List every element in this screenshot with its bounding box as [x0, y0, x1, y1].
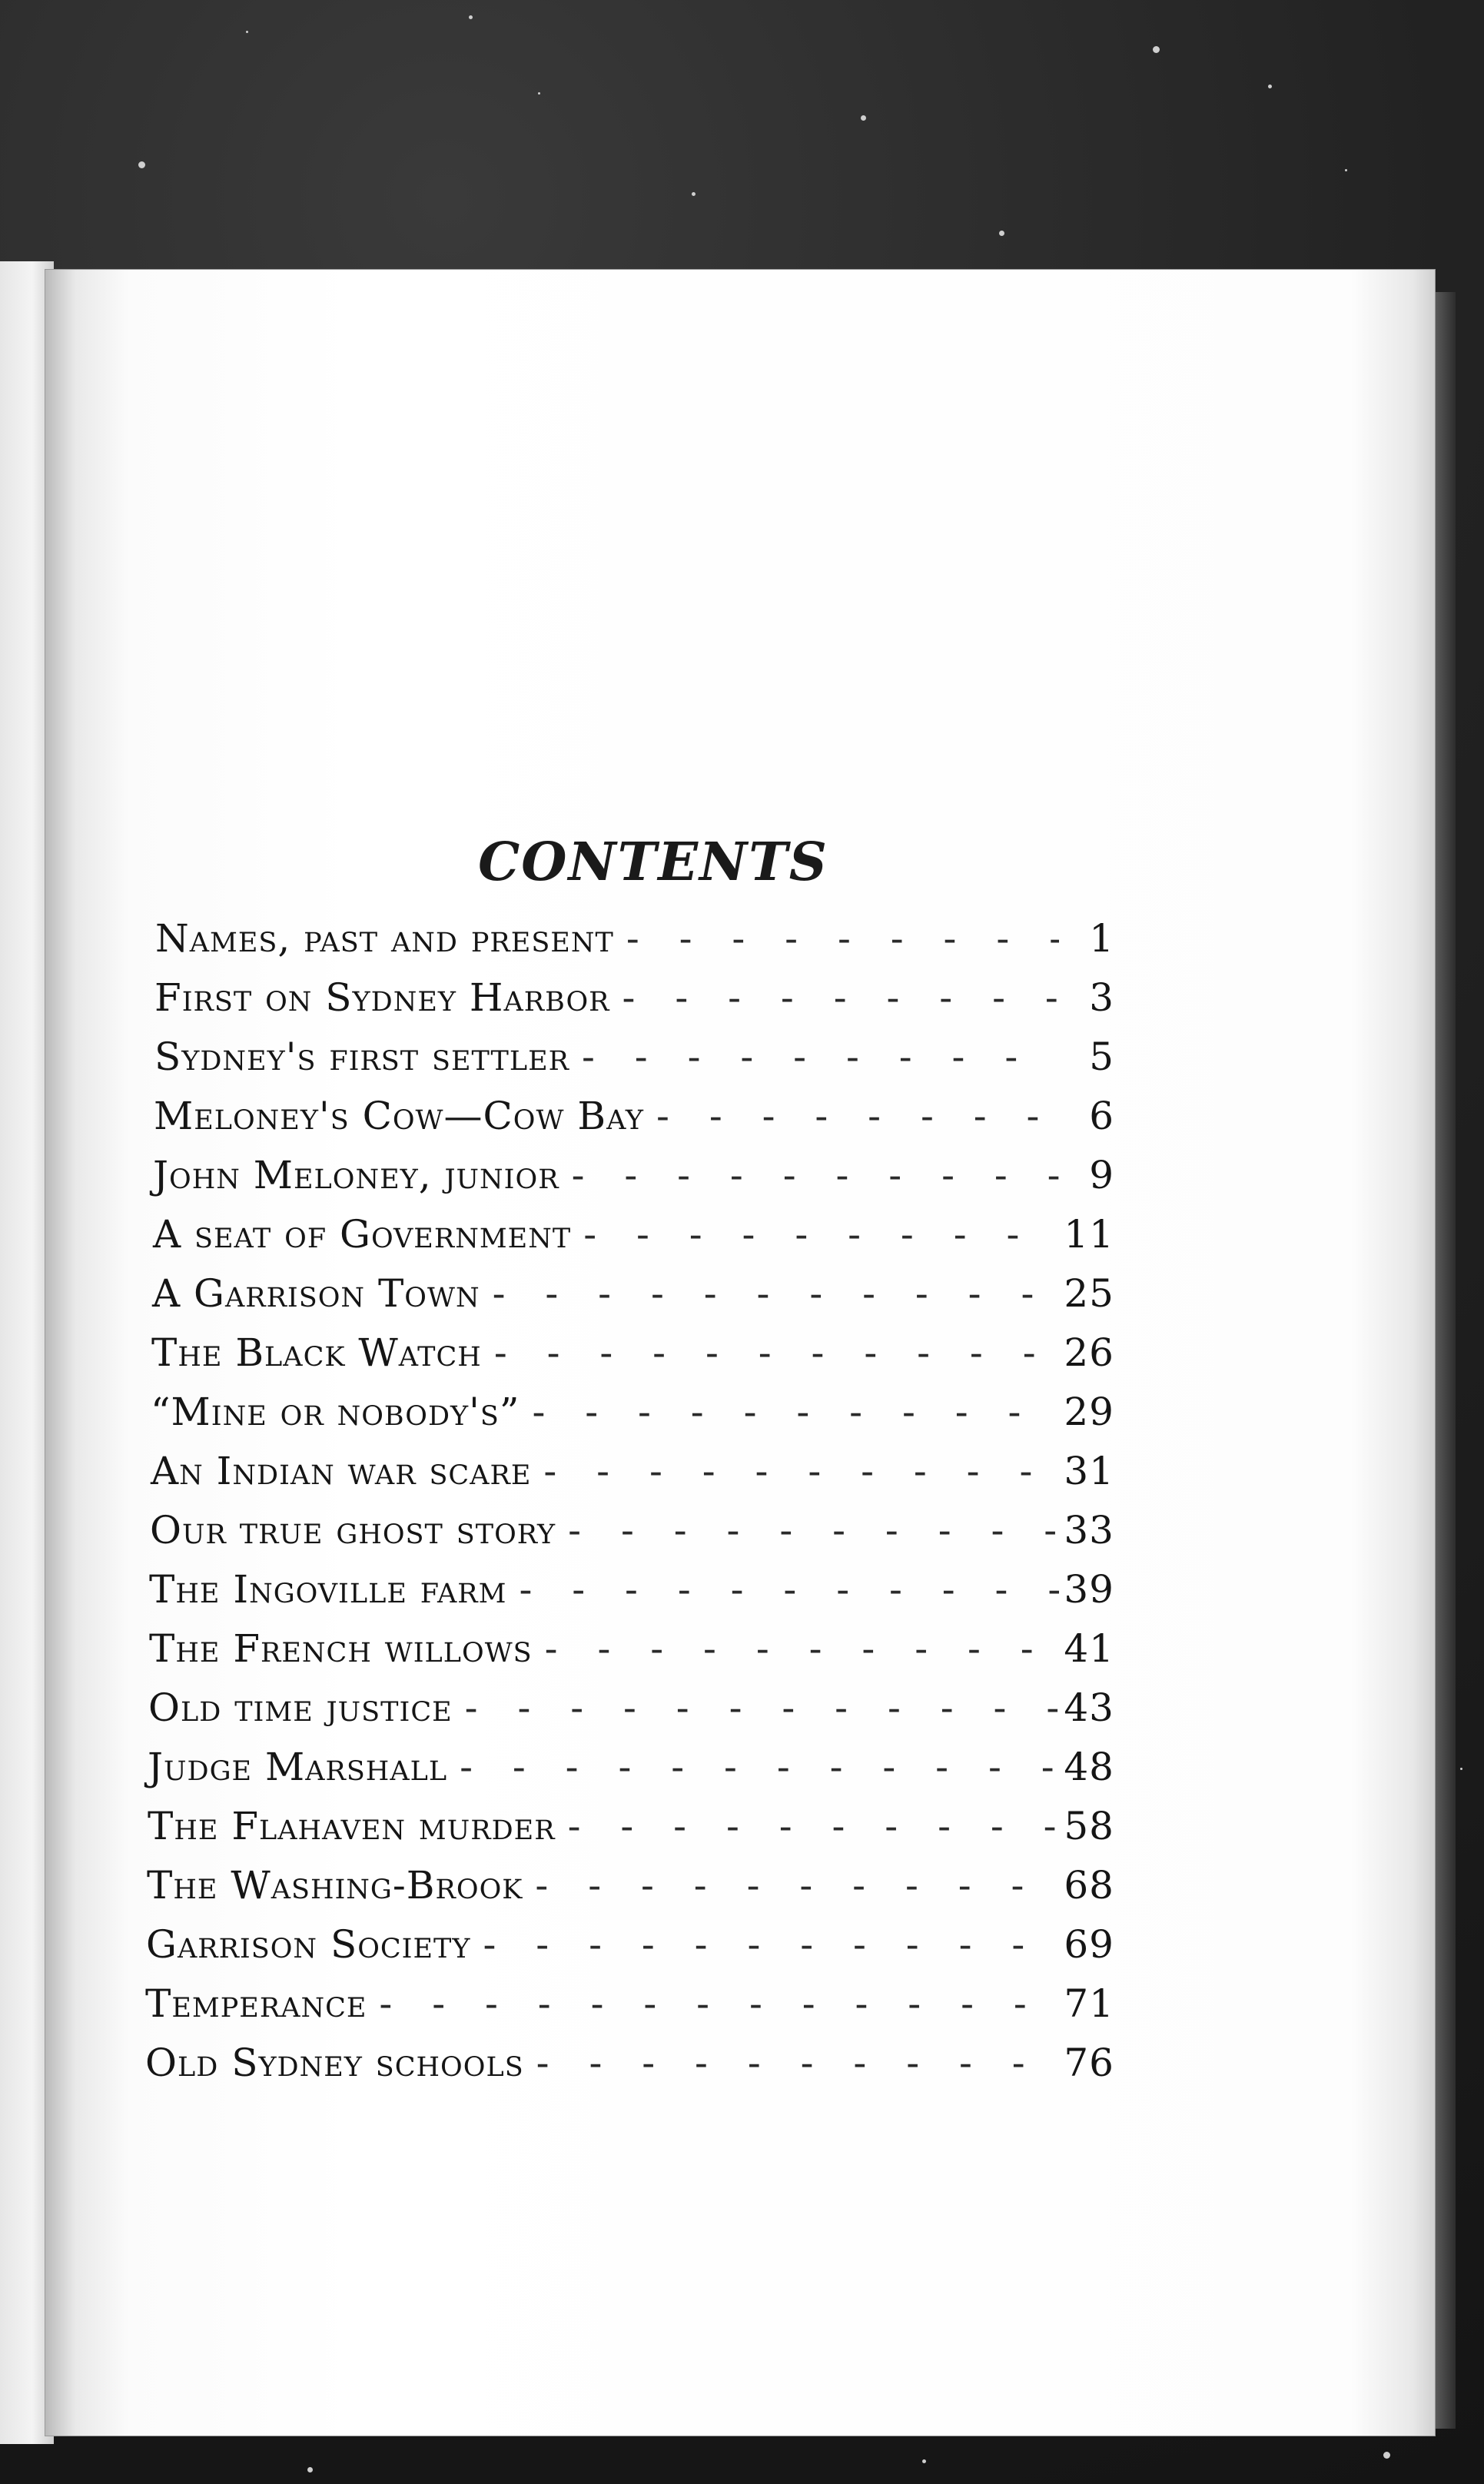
dot-leader — [556, 1804, 1059, 1848]
contents-entry — [150, 1508, 1114, 1567]
entry-title: The Washing-Brook — [147, 1863, 523, 1908]
dot-leader — [480, 1271, 1059, 1316]
entry-page-number: 6 — [1089, 1094, 1114, 1138]
contents-entry — [149, 1567, 1114, 1626]
entry-title: Temperance — [145, 1981, 367, 2026]
dot-leader — [524, 2041, 1059, 2085]
entry-page-number: 26 — [1064, 1330, 1114, 1375]
entry-title: Sydney's first settler — [154, 1034, 570, 1079]
contents-entry — [154, 1034, 1114, 1094]
dot-leader — [471, 1922, 1060, 1967]
entry-title: Garrison Society — [146, 1922, 471, 1967]
dot-leader — [482, 1330, 1059, 1375]
entry-title: The Flahaven murder — [148, 1804, 556, 1848]
speck — [1268, 85, 1272, 88]
contents-heading: CONTENTS — [478, 832, 828, 893]
contents-entry — [146, 1922, 1114, 1981]
speck — [1460, 1768, 1462, 1770]
dot-leader — [571, 1212, 1059, 1257]
dot-leader — [556, 1508, 1059, 1552]
dot-leader — [644, 1094, 1059, 1138]
contents-entry — [145, 2041, 1114, 2100]
table-of-contents — [146, 830, 1114, 2100]
speck — [861, 115, 866, 121]
dot-leader — [610, 975, 1059, 1020]
contents-entry — [152, 1271, 1114, 1330]
dot-leader — [367, 1981, 1059, 2026]
speck — [999, 231, 1004, 236]
entry-page-number: 39 — [1064, 1567, 1114, 1612]
entry-title: Judge Marshall — [148, 1745, 448, 1789]
dot-leader — [531, 1449, 1059, 1493]
contents-entry — [147, 1863, 1114, 1922]
dot-leader — [569, 1034, 1059, 1079]
dot-leader — [520, 1390, 1059, 1434]
contents-entry — [148, 1685, 1114, 1745]
dot-leader — [506, 1567, 1059, 1612]
entry-page-number: 25 — [1064, 1271, 1114, 1316]
contents-entry — [155, 916, 1114, 975]
entry-page-number: 29 — [1064, 1390, 1114, 1434]
entry-title: The Ingoville farm — [149, 1567, 507, 1612]
contents-entry — [145, 1981, 1114, 2041]
speck — [138, 161, 145, 168]
speck — [538, 92, 540, 95]
entry-title: Meloney's Cow—Cow Bay — [154, 1094, 645, 1138]
dot-leader — [453, 1685, 1059, 1730]
entry-title: John Meloney, junior — [153, 1153, 559, 1197]
contents-list — [146, 916, 1114, 2100]
entry-title: The Black Watch — [151, 1330, 482, 1375]
speck — [469, 15, 473, 19]
contents-entry — [151, 1330, 1114, 1390]
contents-entry — [148, 1804, 1114, 1863]
entry-page-number: 41 — [1064, 1626, 1114, 1671]
dot-leader — [447, 1745, 1059, 1789]
entry-title: “Mine or nobody's” — [151, 1390, 520, 1434]
contents-entry — [148, 1745, 1114, 1804]
speck — [1383, 2452, 1390, 2459]
dot-leader — [559, 1153, 1059, 1197]
entry-title: An Indian war scare — [151, 1449, 532, 1493]
entry-page-number: 43 — [1064, 1685, 1114, 1730]
entry-page-number: 58 — [1064, 1804, 1114, 1848]
entry-title: A Garrison Town — [152, 1271, 480, 1316]
speck — [922, 2459, 926, 2463]
entry-page-number: 5 — [1089, 1034, 1114, 1079]
entry-page-number: 69 — [1064, 1922, 1114, 1967]
entry-page-number: 76 — [1064, 2041, 1114, 2085]
entry-title: First on Sydney Harbor — [154, 975, 610, 1020]
entry-title: Old Sydney schools — [145, 2041, 524, 2085]
contents-entry — [154, 1094, 1114, 1153]
speck — [307, 2467, 313, 2472]
entry-page-number: 68 — [1064, 1863, 1114, 1908]
entry-title: Old time justice — [148, 1685, 453, 1730]
contents-entry — [154, 975, 1114, 1034]
entry-page-number: 33 — [1064, 1508, 1114, 1552]
entry-page-number: 9 — [1089, 1153, 1114, 1197]
contents-entry — [153, 1153, 1114, 1212]
dot-leader — [523, 1863, 1059, 1908]
entry-title: Our true ghost story — [150, 1508, 556, 1552]
entry-page-number: 48 — [1064, 1745, 1114, 1789]
entry-page-number: 31 — [1064, 1449, 1114, 1493]
dot-leader — [533, 1626, 1059, 1671]
speck — [692, 192, 696, 196]
entry-page-number: 3 — [1089, 975, 1114, 1020]
contents-entry — [151, 1449, 1114, 1508]
speck — [1153, 46, 1160, 53]
entry-page-number: 1 — [1089, 916, 1114, 961]
contents-entry — [151, 1390, 1114, 1449]
contents-entry — [149, 1626, 1114, 1685]
entry-page-number: 11 — [1064, 1212, 1114, 1257]
contents-entry — [153, 1212, 1114, 1271]
entry-title: Names, past and present — [155, 916, 614, 961]
entry-title: The French willows — [149, 1626, 533, 1671]
speck — [1345, 169, 1347, 171]
entry-page-number: 71 — [1064, 1981, 1114, 2026]
dot-leader — [614, 916, 1059, 961]
entry-title: A seat of Government — [153, 1212, 572, 1257]
speck — [246, 31, 248, 33]
